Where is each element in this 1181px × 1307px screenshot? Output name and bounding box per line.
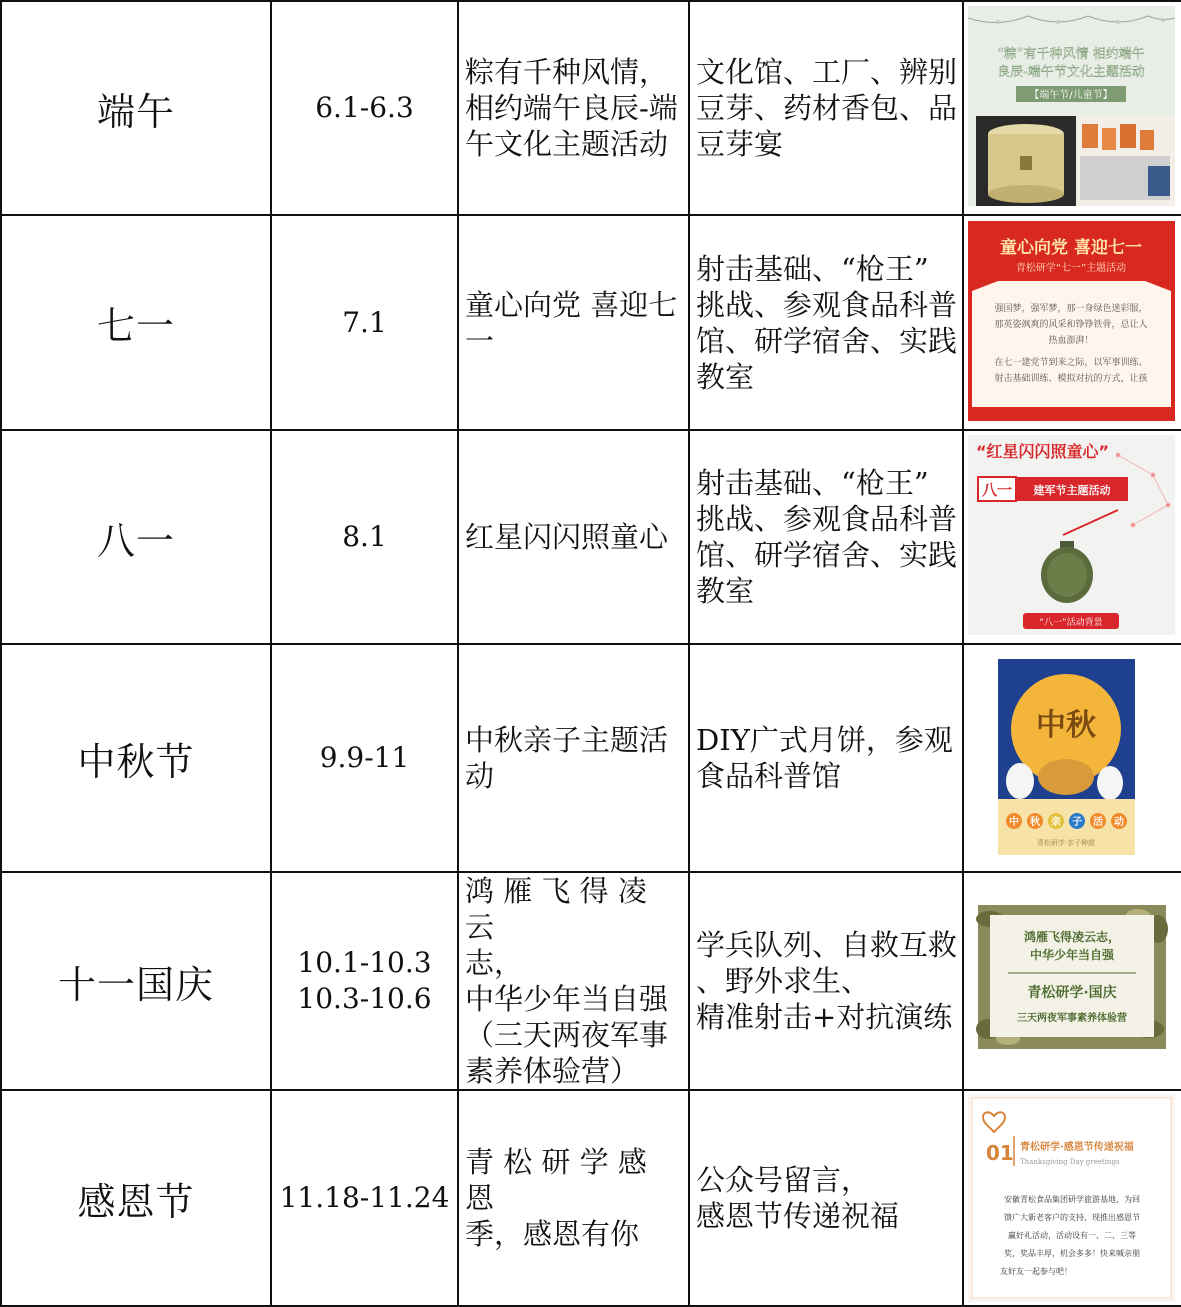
table-row xyxy=(1,1,1181,215)
theme-line: 一 xyxy=(465,323,495,358)
table-row xyxy=(1,872,1181,1090)
date-range: 8.1 xyxy=(342,520,387,553)
date-range: 10.3-10.6 xyxy=(297,982,432,1015)
activities-cell xyxy=(689,215,963,430)
army-day-poster xyxy=(968,435,1177,639)
table-row xyxy=(1,1090,1181,1306)
poster-body-line: 奖，奖品丰厚，机会多多！快来喊亲朋 xyxy=(1004,1249,1140,1258)
date-range: 6.1-6.3 xyxy=(315,91,414,124)
activities-cell xyxy=(689,644,963,872)
date-range: 9.9-11 xyxy=(319,741,410,774)
poster-title-line: 鸿雁飞得凌云志， xyxy=(1023,930,1121,944)
activity-line: 精准射击+对抗演练 xyxy=(696,1000,953,1034)
poster-char: 秋 xyxy=(1030,817,1040,828)
theme-line: 红星闪闪照童心 xyxy=(465,520,669,554)
activity-line: 馆、研学宿舍、实践 xyxy=(696,538,958,572)
activity-line: 挑战、参观食品科普 xyxy=(696,287,958,322)
activity-line: 豆芽宴 xyxy=(696,127,784,161)
date-cell xyxy=(271,1,458,215)
poster-title: 中秋 xyxy=(1036,708,1096,743)
table-row xyxy=(1,215,1181,430)
activity-line: 挑战、参观食品科普 xyxy=(696,502,958,536)
poster-footer: “八一”活动背景 xyxy=(1039,618,1103,628)
activity-line: DIY广式月饼，参观 xyxy=(696,723,953,757)
theme-cell xyxy=(458,644,689,872)
poster-badge: 八一 xyxy=(981,481,1013,499)
theme-line: 午文化主题活动 xyxy=(465,127,669,161)
theme-cell xyxy=(458,872,689,1090)
theme-cell xyxy=(458,1090,689,1306)
theme-line: 中秋亲子主题活 xyxy=(465,723,669,757)
activity-line: 馆、研学宿舍、实践 xyxy=(696,323,958,358)
poster-body-line: 在七一建党节到来之际，以军事训练、 xyxy=(994,357,1148,368)
theme-line: 志， xyxy=(465,946,524,980)
poster-title-line: “粽”有千种风情 相约端午 xyxy=(997,47,1145,62)
activity-line: 、野外求生、 xyxy=(696,964,871,998)
poster-char: 活 xyxy=(1093,817,1103,828)
date-cell xyxy=(271,1090,458,1306)
poster-body-line: 赢好礼活动，活动设有一、二、三等 xyxy=(1008,1231,1136,1240)
date-range: 7.1 xyxy=(342,305,387,339)
poster-cell xyxy=(963,644,1181,872)
date-cell xyxy=(271,215,458,430)
festival-name: 感恩节 xyxy=(1,1090,271,1306)
poster-body-line: 那英姿飒爽的风采和铮铮铁骨，总让人 xyxy=(994,319,1148,330)
poster-tagline: 三天两夜军事素养体验营 xyxy=(1017,1013,1127,1024)
date-range: 11.18-11.24 xyxy=(279,1181,450,1214)
thanksgiving-poster xyxy=(968,1094,1177,1302)
activity-line: 射击基础、“枪王” xyxy=(696,251,929,286)
poster-cell xyxy=(963,430,1181,644)
poster-badge-text: 建军节主题活动 xyxy=(1033,484,1111,497)
theme-line: 季，感恩有你 xyxy=(465,1217,640,1251)
festival-name: 七一 xyxy=(1,215,271,430)
theme-line: 粽有千种风情， xyxy=(465,55,669,89)
party-day-poster xyxy=(968,221,1177,425)
poster-char: 中 xyxy=(1009,817,1019,828)
poster-char: 亲 xyxy=(1051,817,1061,828)
theme-line: 鸿 雁 飞 得 凌 云 xyxy=(465,874,647,944)
theme-cell xyxy=(458,1,689,215)
theme-line: 青 松 研 学 感 恩 xyxy=(465,1145,647,1215)
poster-title-line: 良辰-端午节文化主题活动 xyxy=(997,65,1145,80)
theme-line: 相约端午良辰-端 xyxy=(465,91,678,125)
date-range: 10.1-10.3 xyxy=(297,946,432,979)
poster-cell xyxy=(963,1,1181,215)
poster-char: 动 xyxy=(1114,817,1124,828)
activity-line: 教室 xyxy=(696,359,755,394)
poster-number: 01 xyxy=(986,1141,1014,1165)
festival-name: 八一 xyxy=(1,430,271,644)
activity-line: 感恩节传递祝福 xyxy=(696,1199,900,1233)
poster-body-line: 友好友一起参与吧！ xyxy=(1000,1267,1072,1276)
theme-cell xyxy=(458,215,689,430)
activity-line: 食品科普馆 xyxy=(696,759,842,793)
theme-line: （三天两夜军事 xyxy=(465,1018,669,1052)
activity-line: 文化馆、工厂、辨别 xyxy=(696,55,958,89)
poster-body-line: 安徽青松食品集团研学旅游基地，为回 xyxy=(1004,1195,1140,1204)
poster-footer: 青松研学·亲子种甜 xyxy=(1036,839,1096,847)
poster-title: “红星闪闪照童心” xyxy=(976,442,1110,461)
poster-body-line: 热血澎湃！ xyxy=(1048,335,1094,346)
poster-cell xyxy=(963,215,1181,430)
table-row xyxy=(1,430,1181,644)
date-cell xyxy=(271,872,458,1090)
poster-char: 子 xyxy=(1072,817,1082,828)
poster-title: 青松研学·感恩节传递祝福 xyxy=(1020,1142,1134,1153)
activities-cell xyxy=(689,430,963,644)
festival-name: 十一国庆 xyxy=(1,872,271,1090)
activities-cell xyxy=(689,1090,963,1306)
date-cell xyxy=(271,430,458,644)
theme-line: 中华少年当自强 xyxy=(465,982,669,1016)
poster-cell xyxy=(963,1090,1181,1306)
dragon-boat-poster xyxy=(968,6,1177,210)
theme-cell xyxy=(458,430,689,644)
activity-line: 公众号留言， xyxy=(696,1163,871,1197)
theme-line: 素养体验营） xyxy=(465,1054,640,1088)
poster-subtitle: 青松研学“七一”主题活动 xyxy=(1015,262,1127,274)
table-row xyxy=(1,644,1181,872)
poster-subtitle: Thanksgiving Day greetings xyxy=(1020,1158,1120,1166)
activity-line: 教室 xyxy=(696,574,755,608)
poster-body-line: 射击基础训练、模拟对抗的方式，让孩 xyxy=(994,373,1148,384)
activity-line: 射击基础、“枪王” xyxy=(696,466,929,500)
theme-line: 动 xyxy=(465,759,495,793)
festival-name: 端午 xyxy=(1,1,271,215)
date-cell xyxy=(271,644,458,872)
mid-autumn-poster xyxy=(968,649,1177,867)
national-day-poster xyxy=(968,879,1177,1083)
activities-cell xyxy=(689,1,963,215)
poster-body-line: 强国梦，强军梦，那一身绿色迷彩服， xyxy=(994,303,1148,314)
activity-line: 豆芽、药材香包、品 xyxy=(696,91,958,125)
poster-body-line: 馈广大新老客户的支持，现推出感恩节 xyxy=(1004,1213,1140,1222)
poster-cell xyxy=(963,872,1181,1090)
poster-title-line: 中华少年当自强 xyxy=(1029,948,1115,962)
poster-subtitle: 青松研学·国庆 xyxy=(1027,985,1117,1001)
poster-title: 童心向党 喜迎七一 xyxy=(1000,237,1142,258)
activity-line: 学兵队列、自救互救 xyxy=(696,928,958,962)
activities-cell xyxy=(689,872,963,1090)
theme-line: 童心向党 喜迎七 xyxy=(465,287,678,322)
festival-name: 中秋节 xyxy=(1,644,271,872)
poster-tag: 【端午节/儿童节】 xyxy=(1029,90,1113,101)
